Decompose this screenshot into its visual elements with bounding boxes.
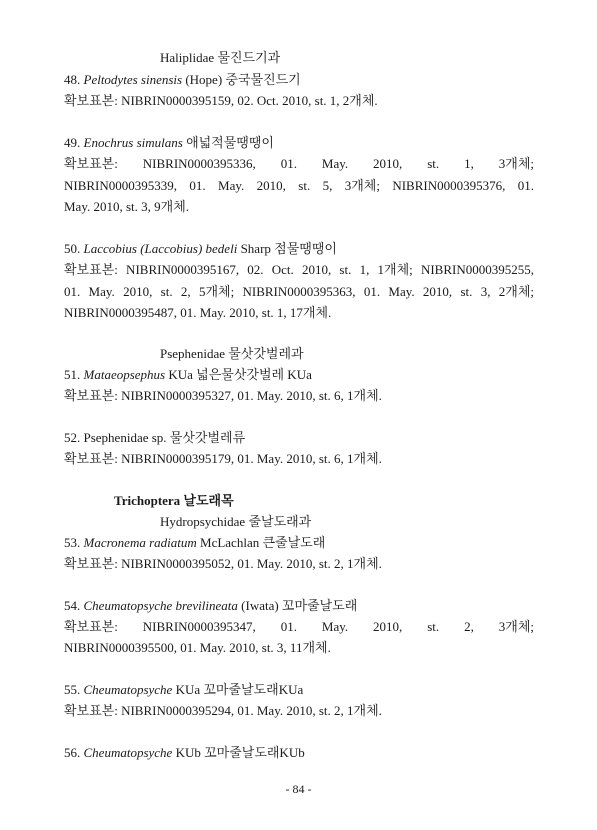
- species-author-common: McLachlan 큰줄날도래: [196, 535, 326, 550]
- entry-number: 50.: [64, 241, 84, 256]
- species-name: Mataeopsephus: [83, 367, 166, 382]
- page-number: - 84 -: [285, 782, 312, 796]
- entry-49-specimen-line-1: 확보표본: NIBRIN0000395336, 01. May. 2010, st. 1, 3개체;: [64, 156, 534, 171]
- species-name: Cheumatopsyche: [83, 682, 173, 697]
- entry-number: 49.: [64, 135, 84, 150]
- entry-number: 53.: [64, 535, 84, 550]
- entry-49-title: [64, 135, 274, 151]
- species-name: Peltodytes sinensis: [83, 72, 183, 87]
- entry-51-specimen: 확보표본: NIBRIN0000395327, 01. May. 2010, st. 6, 1개체.: [64, 388, 382, 403]
- species-name: Laccobius (Laccobius) bedeli: [83, 241, 238, 256]
- entry-56-title: [64, 745, 305, 761]
- entry-49-specimen-line-3: May. 2010, st. 3, 9개체.: [64, 199, 190, 214]
- entry-50-specimen-line-3: NIBRIN0000395487, 01. May. 2010, st. 1, 17개체.: [64, 305, 332, 320]
- entry-54-specimen-line-1: 확보표본: NIBRIN0000395347, 01. May. 2010, st. 2, 3개체;: [64, 619, 534, 634]
- species-name: Cheumatopsyche: [83, 745, 173, 760]
- entry-54-title: [64, 598, 357, 614]
- entry-number: 51.: [64, 367, 84, 382]
- entry-number: 56.: [64, 745, 84, 760]
- entry-49-specimen-line-2: NIBRIN0000395339, 01. May. 2010, st. 5, 3개체; NIBRIN0000395376, 01.: [64, 178, 534, 193]
- species-author-common: (Hope) 중국물진드기: [182, 72, 301, 87]
- species-author-common: (Iwata) 꼬마줄날도래: [237, 598, 358, 613]
- species-author-common: KUa 넓은물삿갓벌레 KUa: [165, 367, 312, 382]
- order-heading-trichoptera: Trichoptera 날도래목: [114, 493, 234, 508]
- entry-52-specimen: 확보표본: NIBRIN0000395179, 01. May. 2010, st. 6, 1개체.: [64, 451, 382, 466]
- entry-52-title: 52. Psephenidae sp. 물삿갓벌레류: [64, 430, 246, 445]
- entry-number: 55.: [64, 682, 84, 697]
- entry-55-title: [64, 682, 303, 698]
- entry-50-specimen-line-2: 01. May. 2010, st. 2, 5개체; NIBRIN0000395363, 01. May. 2010, st. 3, 2개체;: [64, 284, 534, 299]
- species-author-common: KUa 꼬마줄날도래KUa: [172, 682, 304, 697]
- family-heading-psephenidae: Psephenidae 물삿갓벌레과: [160, 346, 304, 361]
- entry-50-specimen-line-1: 확보표본: NIBRIN0000395167, 02. Oct. 2010, st. 1, 1개체; NIBRIN0000395255,: [64, 262, 534, 277]
- species-name: Cheumatopsyche brevilineata: [83, 598, 238, 613]
- entry-number: 48.: [64, 72, 84, 87]
- species-name: Enochrus simulans: [83, 135, 183, 150]
- entry-number: 54.: [64, 598, 84, 613]
- entry-50-title: [64, 241, 337, 257]
- entry-55-specimen: 확보표본: NIBRIN0000395294, 01. May. 2010, st. 2, 1개체.: [64, 703, 382, 718]
- species-author-common: KUb 꼬마줄날도래KUb: [172, 745, 305, 760]
- entry-53-title: [64, 535, 325, 551]
- entry-53-specimen: 확보표본: NIBRIN0000395052, 01. May. 2010, st. 2, 1개체.: [64, 556, 382, 571]
- entry-48-specimen: 확보표본: NIBRIN0000395159, 02. Oct. 2010, st. 1, 2개체.: [64, 93, 378, 108]
- entry-54-specimen-line-2: NIBRIN0000395500, 01. May. 2010, st. 3, 11개체.: [64, 640, 331, 655]
- species-author-common: 애넓적물땡땡이: [182, 135, 274, 150]
- family-heading-hydropsychidae: Hydropsychidae 줄날도래과: [160, 514, 312, 529]
- species-name: Macronema radiatum: [83, 535, 197, 550]
- entry-48-title: [64, 72, 301, 88]
- entry-51-title: [64, 367, 312, 383]
- family-heading-haliplidae: Haliplidae 물진드기과: [160, 50, 281, 65]
- species-author-common: Sharp 점물땡땡이: [237, 241, 337, 256]
